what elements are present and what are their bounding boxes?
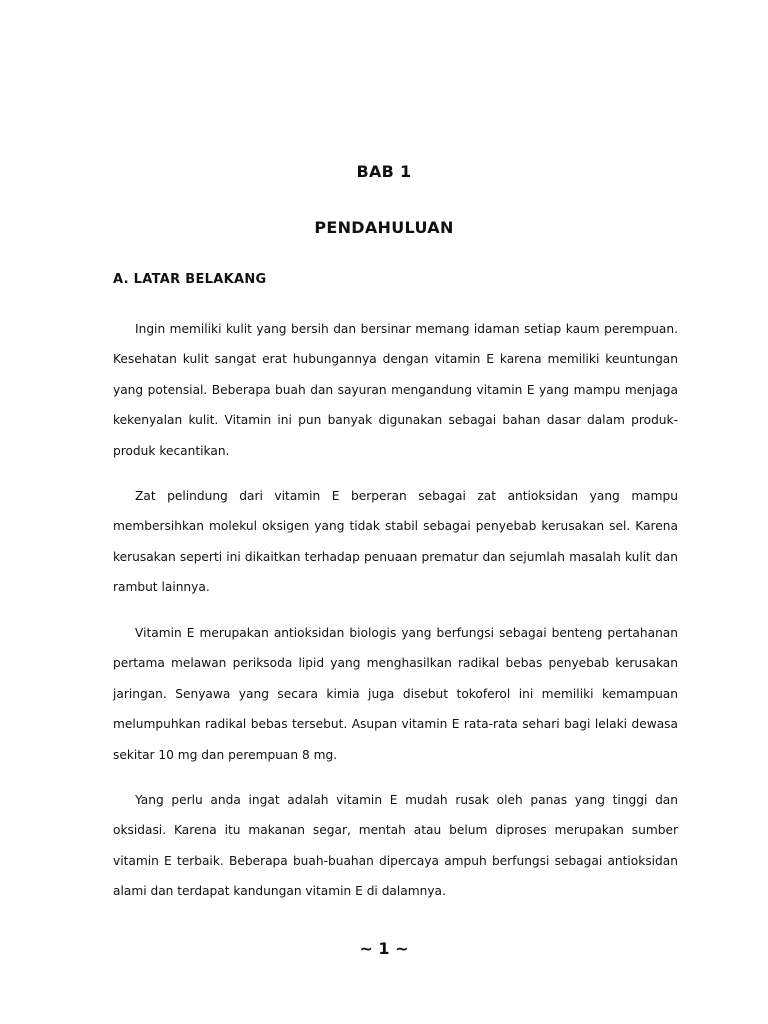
paragraph-4: Yang perlu anda ingat adalah vitamin E mudah rusak oleh panas yang tinggi dan oksidasi. Karena itu makanan segar, mentah atau belum diproses merupakan sumber vitamin E terbaik. Beberapa buah-buahan dipercaya ampuh berfungsi sebagai antioksidan alami dan terdapat kandungan vitamin E di dalamnya. (113, 793, 678, 899)
chapter-title: PENDAHULUAN (314, 218, 454, 237)
page-number: ~ 1 ~ (359, 939, 409, 958)
section-heading: A. LATAR BELAKANG (113, 272, 267, 287)
chapter-label: BAB 1 (356, 162, 412, 181)
paragraph-2: Zat pelindung dari vitamin E berperan sebagai zat antioksidan yang mampu membersihkan molekul oksigen yang tidak stabil sebagai penyebab kerusakan sel. Karena kerusakan seperti ini dikaitkan terhadap penuaan prematur dan sejumlah masalah kulit dan rambut lainnya. (113, 489, 678, 595)
paragraph-1: Ingin memiliki kulit yang bersih dan bersinar memang idaman setiap kaum perempuan. Kesehatan kulit sangat erat hubungannya dengan vitamin E karena memiliki keuntungan yang potensial. Beberapa buah dan sayuran mengandung vitamin E yang mampu menjaga kekenyalan kulit. Vitamin ini pun banyak digunakan sebagai bahan dasar dalam produk-produk kecantikan. (113, 322, 678, 458)
paragraph-3: Vitamin E merupakan antioksidan biologis yang berfungsi sebagai benteng pertahanan pertama melawan periksoda lipid yang menghasilkan radikal bebas penyebab kerusakan jaringan. Senyawa yang secara kimia juga disebut tokoferol ini memiliki kemampuan melumpuhkan radikal bebas tersebut. Asupan vitamin E rata-rata sehari bagi lelaki dewasa sekitar 10 mg dan perempuan 8 mg. (113, 626, 678, 762)
